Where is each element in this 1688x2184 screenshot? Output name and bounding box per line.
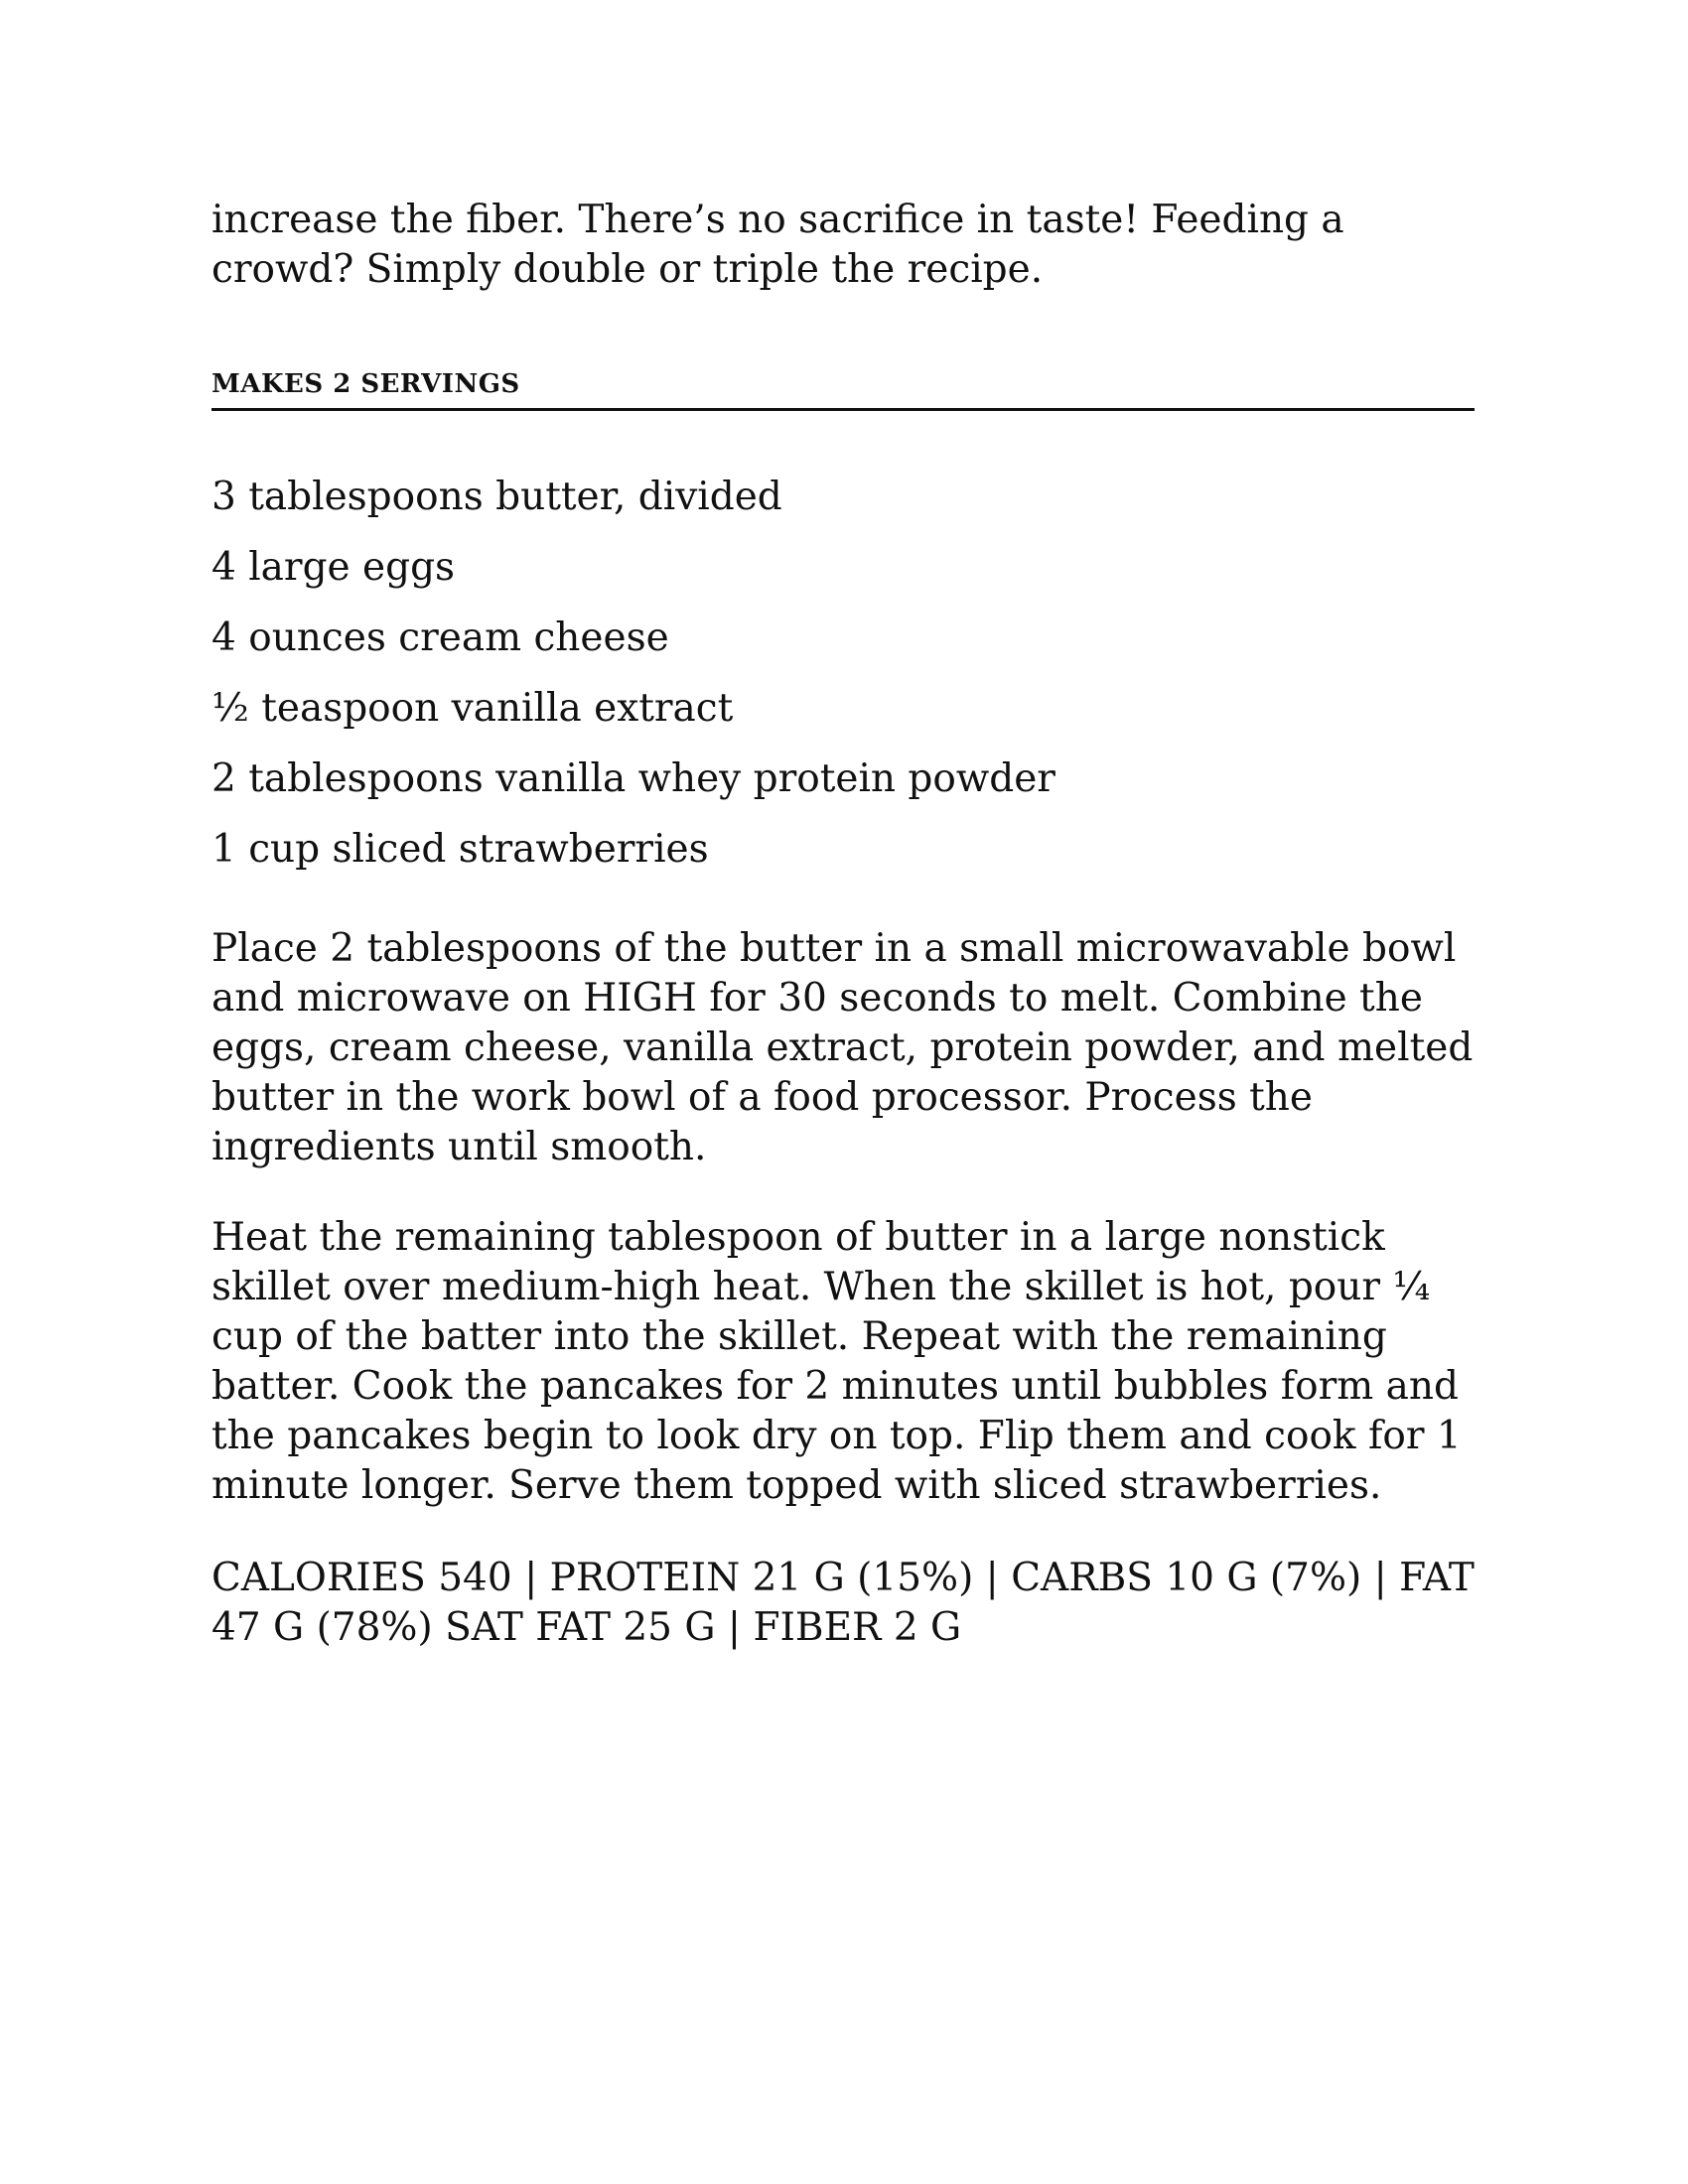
nutrition-info: CALORIES 540 | PROTEIN 21 G (15%) | CARBS 10 G (7%) | FAT 47 G (78%) SAT FAT 25 G | FIBER 2 G (211, 1556, 1475, 1650)
direction-step-1: Place 2 tablespoons of the butter in a small microwavable bowl and microwave on HIGH for 30 seconds to melt. Combine the eggs, cream cheese, vanilla extract, protein powder, and melted butter in the work bowl of a food processor. Process the ingredients until smooth. (211, 926, 1474, 1169)
recipe-page (211, 0, 1475, 2184)
direction-step-2: Heat the remaining tablespoon of butter in a large nonstick skillet over medium-high heat. When the skillet is hot, pour ¼ cup of the batter into the skillet. Repeat with the remaining batter. Cook the pancakes for 2 minutes until bubbles form and the pancakes begin to look dry on top. Flip them and cook for 1 minute longer. Serve them topped with sliced strawberries. (211, 1215, 1462, 1508)
ingredient-item: 3 tablespoons butter, divided (211, 475, 782, 519)
ingredient-item: 4 large eggs (211, 545, 456, 590)
heading-divider (211, 408, 1475, 411)
ingredient-item: 4 ounces cream cheese (211, 615, 669, 660)
servings-heading: MAKES 2 SERVINGS (211, 369, 520, 399)
ingredient-list (211, 473, 1475, 895)
ingredient-item: 2 tablespoons vanilla whey protein powder (211, 756, 1055, 801)
intro-paragraph: increase the fiber. There’s no sacrifice in taste! Feeding a crowd? Simply double or triple the recipe. (211, 198, 1344, 292)
ingredient-item: 1 cup sliced strawberries (211, 827, 709, 872)
ingredient-item: ½ teaspoon vanilla extract (211, 686, 734, 731)
